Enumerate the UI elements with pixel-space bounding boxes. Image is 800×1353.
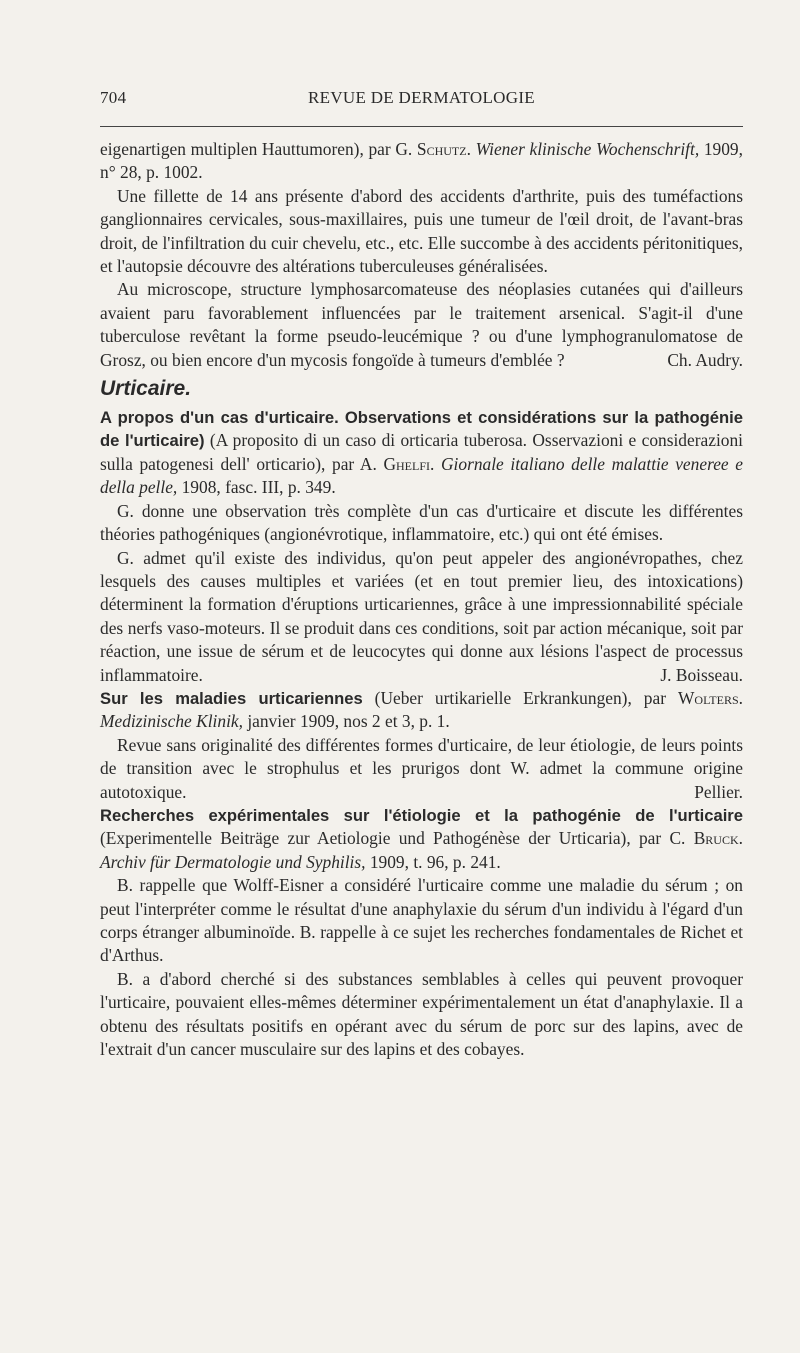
page-number: 704 — [100, 88, 127, 107]
entry-heading: A propos d'un cas d'urticaire. Observations et considérations sur la pathogénie de l'urticaire) (A proposito di un caso di orticaria tuberosa. Osservazioni e considerazioni sulla patogenesi dell' orticario), par A. Ghelfi. Giornale italiano delle malattie veneree e della pelle, 1908, fasc. III, p. 349. — [100, 408, 743, 498]
citation-journal: Giornale italiano delle malattie veneree e della pelle, — [100, 453, 743, 498]
intro-citation: eigenartigen multiplen Hauttumoren), par G. Schutz. Wiener klinische Wochenschrift, 1909, n° 28, p. 1002. — [100, 139, 743, 183]
citation-author: Ghelfi — [383, 453, 430, 474]
entry-title: Sur les maladies urticariennes — [100, 688, 363, 708]
entry-paragraph: Revue sans originalité des différentes formes d'urticaire, de leur étiologie, de leurs points de transition avec le strophulus et les prurigos dont W. admet la commune origine autotoxique. Pellier. — [100, 734, 743, 804]
running-title: REVUE DE DERMATOLOGIE — [308, 88, 535, 107]
citation-journal: Medizinische Klinik, — [100, 711, 243, 732]
citation-author: Wolters — [677, 687, 739, 708]
entry-paragraph: B. rappelle que Wolff-Eisner a considéré l'urticaire comme une maladie du sérum ; on peut l'interpréter comme le résultat d'une anaphylaxie du sérum d'un individu à l'égard d'un corps étranger albuminoïde. B. rappelle à ce sujet les recherches fondamentales de Richet et d'Arthus. — [100, 875, 743, 966]
signature: Ch. Audry. — [667, 349, 743, 370]
intro-paragraph: Une fillette de 14 ans présente d'abord des accidents d'arthrite, puis des tuméfactions ganglionnaires cervicales, sous-maxillaires, puis une tumeur de l'œil droit, de l'avant-bras droit, de l'infiltration du cuir chevelu, etc., etc. Elle succombe à des accidents péritonitiques, et l'autopsie découvre des altérations tuberculeuses généralisées. — [100, 185, 743, 277]
citation-author: Bruck — [693, 828, 739, 849]
citation-journal: Wiener klinische Wochenschrift, — [475, 139, 700, 159]
entry-heading: Recherches expérimentales sur l'étiologie et la pathogénie de l'urticaire (Experimentelle Beiträge zur Aetiologie und Pathogénèse der Urticaria), par C. Bruck. Archiv für Dermatologie und Syphilis, 1909, t. 96, p. 241. — [100, 805, 743, 872]
header-rule — [100, 126, 743, 127]
section-title: Urticaire. — [100, 377, 192, 401]
entry-paragraph: G. donne une observation très complète d'un cas d'urticaire et discute les différentes théories pathogéniques (angionévrotique, inflammatoire, etc.) qui ont été émises. — [100, 500, 743, 545]
page-body — [100, 138, 743, 1061]
entry-paragraph: G. admet qu'il existe des individus, qu'on peut appeler des angionévropathes, chez lesquels des causes multiples et variées (et en tout premier lieu, des intoxications) déterminent la formation d'éruptions urticariennes, grâce à une impressionnabilité spéciale des nerfs vaso-moteurs. Il se produit dans ces conditions, soit par action mécanique, soit par réaction, une issue de sérum et de leucocytes qui donne aux lésions l'aspect de processus inflammatoire. J. Boisseau. — [100, 547, 743, 687]
signature: Pellier. — [694, 781, 743, 802]
citation-journal: Archiv für Dermatologie und Syphilis, — [100, 851, 366, 872]
entry-heading: Sur les maladies urticariennes (Ueber urtikarielle Erkrankungen), par Wolters. Medizinische Klinik, janvier 1909, nos 2 et 3, p. 1. — [100, 687, 743, 732]
intro-paragraph: Au microscope, structure lymphosarcomateuse des néoplasies cutanées qui d'ailleurs avaient paru favorablement influencées par le traitement arsenical. S'agit-il d'une tuberculose revêtant la forme pseudo-leucémique ? ou d'une lymphogranulomatose de Grosz, ou bien encore d'un mycosis fongoïde à tumeurs d'emblée ? Ch. Audry. — [100, 278, 743, 372]
signature: J. Boisseau. — [660, 664, 743, 685]
entry-title: A propos d'un cas d'urticaire. Observations et considérations sur la pathogénie de l'urticaire) — [100, 408, 743, 451]
citation-author: Schutz — [416, 139, 467, 159]
entry-title: Recherches expérimentales sur l'étiologie et la pathogénie de l'urticaire — [100, 805, 743, 825]
entry-paragraph: B. a d'abord cherché si des substances semblables à celles qui peuvent provoquer l'urticaire, pouvaient elles-mêmes déterminer expérimentalement un état d'anaphylaxie. Il a obtenu des résultats positifs en opérant avec du sérum de porc sur des lapins, avec de l'extrait d'un cancer musculaire sur des lapins et des cobayes. — [100, 968, 743, 1060]
